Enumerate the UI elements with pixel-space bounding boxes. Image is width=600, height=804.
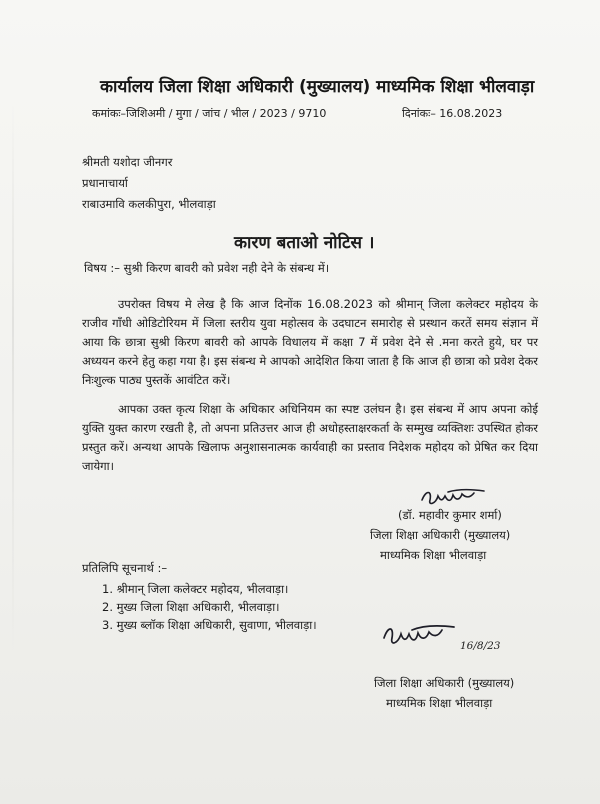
reference-number: कमांकः–जिशिअमी / मुगा / जांच / भील / 2023 / 9710 (92, 107, 327, 120)
notice-heading: कारण बताओ नोटिस । (234, 233, 375, 253)
addressee-name: श्रीमती यशोदा जीनगर (82, 155, 173, 169)
addressee-school: राबाउमावि कलकीपुरा, भीलवाड़ा (82, 197, 216, 211)
paragraph-1-text: उपरोक्त विषय मे लेख है कि आज दिनोंक 16.08.2023 को श्रीमान् जिला कलेक्टर महोदय के राजीव गाँधी ओडिटोरियम में जिला स्तरीय युवा महोत्सव के उदघाटन समारोह से प्रस्थान करतें समय संज्ञान में आया कि छात्रा सुश्री किरण बावरी को आपके विधालय में कक्षा 7 में प्रवेश देने से .मना करते हुये, घर पर अध्ययन करने हेतु कहा गया है। इस संबन्ध मे आपको आदेशित किया जाता है कि आज ही छात्रा को प्रवेश देकर निःशुल्क पाठ्य पुस्तकें आवंटित करें। (82, 297, 538, 387)
office-title: कार्यालय जिला शिक्षा अधिकारी (मुख्यालय) माध्यमिक शिक्षा भीलवाड़ा (100, 77, 535, 97)
copy-to-item-1: 1. श्रीमान् जिला कलेक्टर महोदय, भीलवाड़ा। (102, 582, 289, 596)
letter-date: दिनांकः– 16.08.2023 (402, 107, 503, 120)
signatory-1-name: (डॉ. महावीर कुमार शर्मा) (398, 508, 502, 522)
signatory-1-designation: जिला शिक्षा अधिकारी (मुख्यालय) (370, 528, 511, 542)
handwritten-date: 16/8/23 (460, 640, 501, 652)
body-paragraph-2 (82, 400, 538, 476)
copy-to-item-3: 3. मुख्य ब्लॉक शिक्षा अधिकारी, सुवाणा, भीलवाड़ा। (102, 618, 317, 632)
copy-to-label: प्रतिलिपि सूचनार्थ :– (82, 561, 168, 575)
subject-line: विषय :– सुश्री किरण बावरी को प्रवेश नही देने के संबन्ध में। (84, 261, 330, 275)
addressee-designation: प्रधानाचार्या (82, 176, 128, 190)
paragraph-2-text: आपका उक्त कृत्य शिक्षा के अधिकार अधिनियम का स्पष्ट उलंघन है। इस संबन्ध में आप अपना कोई युक्ति युक्त कारण रखती है, तो अपना प्रतिउत्तर आज ही अधोहस्ताक्षरकर्ता के सम्मुख व्यक्तिशः उपस्थित होकर प्रस्तुत करें। अन्यथा आपके खिलाफ अनुशासनात्मक कार्यवाही का प्रस्ताव निदेशक महोदय को प्रेषित कर दिया जायेगा। (82, 402, 538, 473)
body-paragraph-1 (82, 295, 538, 390)
signature-1 (418, 486, 494, 508)
copy-to-item-2: 2. मुख्य जिला शिक्षा अधिकारी, भीलवाड़ा। (102, 600, 280, 614)
page-shadow-edge (12, 100, 14, 660)
signatory-1-office: माध्यमिक शिक्षा भीलवाड़ा (380, 548, 487, 562)
signatory-2-office: माध्यमिक शिक्षा भीलवाड़ा (386, 696, 493, 710)
signatory-2-designation: जिला शिक्षा अधिकारी (मुख्यालय) (374, 676, 515, 690)
